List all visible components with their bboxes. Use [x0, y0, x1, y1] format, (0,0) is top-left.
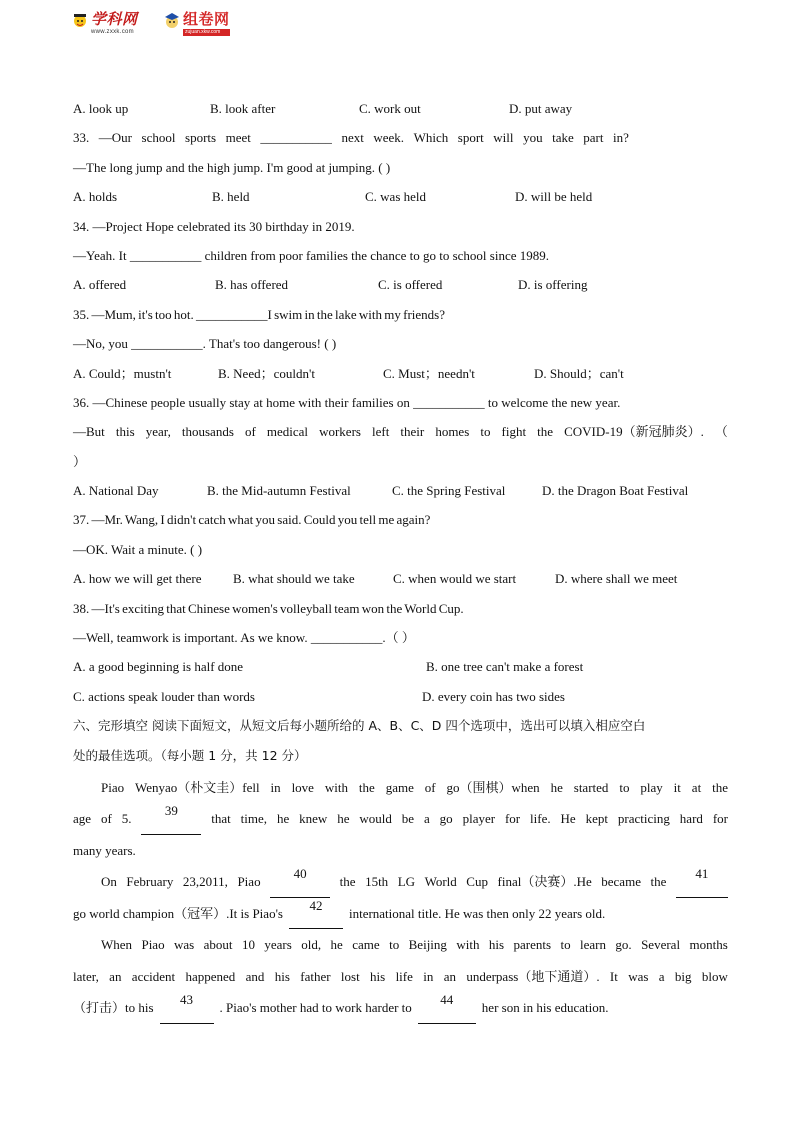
word: go.	[615, 937, 632, 953]
q32-option-c: C. work out	[359, 101, 421, 116]
word: was	[174, 937, 195, 953]
word: 15th	[365, 874, 389, 890]
q34-stem: 34. —Project Hope celebrated its 30 birthday in 2019.	[73, 218, 355, 234]
word: Piao	[141, 937, 165, 953]
passage-line	[73, 961, 728, 993]
q33-option-d: D. will be held	[515, 189, 593, 205]
word: Beijing	[408, 937, 447, 953]
word: COVID-19（新冠肺炎）.	[564, 424, 704, 440]
word: Piao	[237, 874, 261, 890]
word: final（决赛）.He	[497, 874, 592, 890]
q34-option-c: C. is offered	[378, 277, 443, 293]
zxxk-logo-url: www.zxxk.com	[91, 29, 134, 35]
word: of	[100, 811, 112, 827]
word: He	[560, 811, 576, 827]
passage-line	[73, 898, 728, 930]
q37-stem: 37. —Mr. Wang, I didn't catch what you said. Could you tell me again?	[73, 512, 431, 528]
q33-stem	[73, 123, 629, 152]
word: that	[211, 811, 231, 827]
q38-options-cd	[73, 682, 728, 711]
word: Which	[413, 130, 449, 146]
word: he	[276, 811, 290, 827]
passage-text: （打击）to his	[73, 1000, 154, 1016]
word: became	[601, 874, 641, 890]
word: lost	[340, 968, 360, 984]
word: the	[339, 874, 356, 890]
q34-option-b: B. has offered	[215, 277, 289, 293]
word: Cup	[466, 874, 488, 890]
word: this	[115, 424, 135, 440]
q38-option-d: D. every coin has two sides	[422, 688, 565, 704]
zxxk-logo-name: 学科网	[91, 10, 138, 28]
word: the	[537, 424, 554, 440]
q32-option-a: A. look up	[73, 101, 129, 116]
word: happened	[185, 968, 236, 984]
word: When	[101, 937, 133, 953]
q36-option-d: D. the Dragon Boat Festival	[542, 483, 689, 499]
word: meet	[225, 130, 251, 146]
q36-option-b: B. the Mid-autumn Festival	[207, 483, 351, 499]
word: be	[401, 811, 415, 827]
q35-option-c: C. Must；needn't	[383, 365, 475, 381]
word: go	[439, 811, 453, 827]
word: 5.	[121, 811, 132, 827]
word: learn	[580, 937, 606, 953]
word: came	[352, 937, 380, 953]
word: big	[674, 968, 692, 984]
blank-42: 42	[289, 898, 343, 930]
word: the	[358, 779, 375, 795]
word: 23,2011,	[182, 874, 228, 890]
q34-options	[73, 270, 728, 299]
word: sports	[185, 130, 217, 146]
word: year,	[145, 424, 171, 440]
word: to	[619, 779, 630, 795]
word: —But	[73, 424, 105, 440]
word: knew	[299, 811, 328, 827]
word: the	[712, 779, 728, 795]
q36-options	[73, 476, 728, 505]
word: in	[423, 968, 434, 984]
q32-options	[73, 94, 728, 123]
q37-option-c: C. when would we start	[393, 571, 517, 587]
word: he	[550, 779, 563, 795]
word: school	[141, 130, 176, 146]
blank-43: 43	[160, 992, 214, 1024]
blank-44: 44	[418, 992, 476, 1024]
word: for	[712, 811, 728, 827]
word: he	[330, 937, 343, 953]
word: life.	[530, 811, 551, 827]
q37-option-d: D. where shall we meet	[555, 571, 678, 587]
q36-answer-line	[73, 417, 728, 446]
q35-option-b: B. Need；couldn't	[218, 365, 315, 381]
word: next	[341, 130, 364, 146]
word: an	[109, 968, 122, 984]
page-header	[72, 12, 272, 42]
word: the	[650, 874, 667, 890]
word: Piao	[101, 779, 125, 795]
q37-options	[73, 564, 728, 593]
word: hard	[679, 811, 703, 827]
word: medical	[266, 424, 309, 440]
q37-answer-line: —OK. Wait a minute. ( )	[73, 541, 203, 557]
q38-stem: 38. —It's exciting that Chinese women's volleyball team won the World Cup.	[73, 600, 464, 616]
word: father	[300, 968, 331, 984]
word: for	[504, 811, 521, 827]
zujuan-logo-url: zujuan.xkw.com	[183, 29, 230, 36]
word: （	[714, 424, 728, 440]
word: practicing	[617, 811, 670, 827]
word: It	[609, 968, 618, 984]
word: to	[560, 937, 571, 953]
word: of	[244, 424, 256, 440]
mascot-icon	[72, 12, 88, 32]
q35-stem: 35. —Mum, it's too hot. ___________I swim in the lake with my friends?	[73, 306, 446, 322]
word: will	[493, 130, 514, 146]
word: it	[673, 779, 681, 795]
word: his	[488, 937, 505, 953]
word: years	[264, 937, 292, 953]
word: Wenyao（朴文圭）fell	[135, 779, 260, 795]
q38-option-a: A. a good beginning is half done	[73, 659, 244, 675]
q36-answer-bracket: ）	[73, 453, 87, 469]
q36-option-c: C. the Spring Festival	[392, 483, 506, 499]
passage-line	[73, 929, 728, 961]
q38-option-c: C. actions speak louder than words	[73, 688, 255, 704]
exam-content	[73, 94, 728, 1024]
q38-option-b: B. one tree can't make a forest	[426, 659, 584, 675]
word: with	[456, 937, 480, 953]
q34-answer-line	[73, 241, 728, 270]
q34-blank: ___________	[129, 247, 202, 263]
q32-option-d: D. put away	[509, 101, 573, 116]
zujuan-logo-name: 组卷网	[183, 10, 230, 28]
q34-option-d: D. is offering	[518, 277, 588, 293]
word: sport	[457, 130, 484, 146]
q38-answer-line: —Well, teamwork is important. As we know. ___________.（ ）	[73, 630, 415, 646]
word: an	[443, 968, 456, 984]
passage-text: international title. He was then only 22 years old.	[348, 905, 606, 921]
word: about	[203, 937, 233, 953]
q33-option-c: C. was held	[365, 189, 427, 205]
blank-40: 40	[270, 866, 330, 898]
word: blow	[701, 968, 728, 984]
word: take	[552, 130, 574, 146]
word: to	[389, 937, 400, 953]
passage-line	[73, 803, 728, 835]
q35-options	[73, 359, 728, 388]
word: their	[400, 424, 425, 440]
q37-option-b: B. what should we take	[233, 571, 355, 587]
mascot-icon	[164, 12, 180, 32]
word: parents	[513, 937, 552, 953]
word: in?	[613, 130, 629, 146]
q33-option-a: A. holds	[73, 189, 118, 205]
word: you	[523, 130, 543, 146]
word: left	[372, 424, 390, 440]
word: week.	[373, 130, 405, 146]
word: started	[573, 779, 609, 795]
q33-option-b: B. held	[212, 189, 250, 205]
word: life	[395, 968, 413, 984]
word: workers	[319, 424, 361, 440]
word: in	[270, 779, 281, 795]
passage-line	[73, 866, 728, 898]
cloze-passage	[73, 772, 728, 1024]
word: On	[101, 874, 117, 890]
blank-39: 39	[141, 803, 201, 835]
word: Several	[641, 937, 681, 953]
word: was	[628, 968, 649, 984]
passage-line	[73, 772, 728, 804]
q33-options	[73, 182, 728, 211]
word: LG	[397, 874, 416, 890]
q34-text-post: children from poor families the chance to go to school since 1989.	[201, 247, 549, 263]
word: later,	[73, 968, 99, 984]
word: and	[245, 968, 265, 984]
word: a	[423, 811, 430, 827]
word: —Our	[98, 130, 132, 146]
word: his	[274, 968, 290, 984]
word: game	[385, 779, 414, 795]
word: World	[424, 874, 457, 890]
q33-answer-line: —The long jump and the high jump. I'm good at jumping. ( )	[73, 159, 391, 175]
word: he	[337, 811, 350, 827]
word: at	[691, 779, 702, 795]
word: his	[370, 968, 386, 984]
word: old,	[301, 937, 322, 953]
q35-option-d: D. Should；can't	[534, 365, 624, 381]
q35-answer-line: —No, you ___________. That's too dangerous! ( )	[73, 336, 337, 352]
word: go（围棋）when	[446, 779, 540, 795]
passage-text: . Piao's mother had to work harder to	[219, 1000, 412, 1016]
word: to	[480, 424, 491, 440]
section6-instruction: 六、完形填空 阅读下面短文，从短文后每小题所给的 A、B、C、D 四个选项中，选出可以填入相应空白	[73, 718, 646, 734]
word: thousands	[181, 424, 234, 440]
q36-stem: 36. —Chinese people usually stay at home with their families on ___________ to welcome the new year.	[73, 394, 621, 410]
word: age	[73, 811, 92, 827]
word: part	[583, 130, 604, 146]
passage-text: go world champion（冠军）.It is Piao's	[73, 905, 283, 921]
passage-text: her son in his education.	[481, 1000, 609, 1016]
blank-41: 41	[676, 866, 728, 898]
word: player	[462, 811, 496, 827]
word: play	[640, 779, 663, 795]
word: homes	[435, 424, 470, 440]
q37-option-a: A. how we will get there	[73, 571, 202, 587]
q32-option-b: B. look after	[210, 101, 276, 116]
section6-instruction-cont: 处的最佳选项。（每小题 1 分，共 12 分）	[73, 747, 307, 763]
word: 10	[241, 937, 255, 953]
zujuan-logo	[164, 12, 230, 36]
word: would	[359, 811, 392, 827]
q35-option-a: A. Could；mustn't	[73, 365, 172, 381]
word: fight	[501, 424, 527, 440]
word: 33.	[73, 130, 90, 146]
q38-options-ab	[73, 652, 728, 681]
q36-option-a: A. National Day	[73, 483, 159, 499]
word: a	[658, 968, 665, 984]
passage-line	[73, 992, 728, 1024]
word: February	[126, 874, 174, 890]
word: ___________	[260, 130, 332, 146]
word: accident	[131, 968, 176, 984]
word: underpass（地下通道）.	[466, 968, 600, 984]
word: love	[291, 779, 314, 795]
zxxk-logo	[72, 12, 138, 35]
q34-option-a: A. offered	[73, 277, 127, 293]
passage-line: many years.	[73, 842, 136, 858]
word: time,	[240, 811, 268, 827]
q34-text-pre: —Yeah. It	[73, 247, 130, 263]
word: kept	[585, 811, 608, 827]
word: of	[424, 779, 436, 795]
word: with	[324, 779, 348, 795]
word: months	[689, 937, 728, 953]
